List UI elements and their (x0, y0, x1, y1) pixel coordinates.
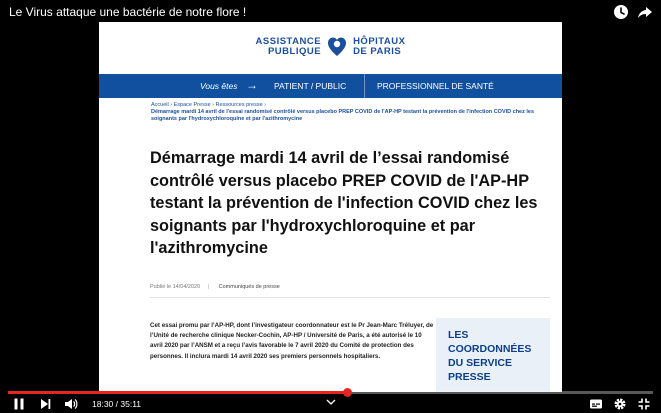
controls-left (12, 397, 141, 411)
breadcrumb-press-space[interactable]: Espace Presse (173, 102, 211, 108)
progress-bar[interactable] (8, 391, 653, 394)
fullscreen-exit-icon[interactable] (637, 397, 651, 411)
share-icon[interactable] (637, 4, 653, 20)
audience-navbar (99, 74, 562, 98)
player-controls (0, 388, 661, 413)
press-contacts-box[interactable] (436, 318, 550, 392)
time-display (92, 399, 141, 409)
progress-scrubber[interactable] (343, 388, 352, 397)
aphp-emblem-icon (327, 36, 347, 58)
publication-meta (150, 284, 280, 290)
subtitles-icon[interactable] (589, 397, 603, 411)
meta-separator: | (207, 284, 210, 290)
time-separator: / (113, 399, 121, 409)
breadcrumb (151, 102, 551, 123)
arrow-right-icon: → (246, 78, 258, 92)
breadcrumb-separator: › (264, 102, 266, 108)
aphp-logo (99, 22, 562, 72)
watch-later-icon[interactable] (613, 4, 629, 20)
breadcrumb-separator: › (170, 102, 174, 108)
video-title[interactable]: Le Virus attaque une bactérie de notre flore ! (9, 5, 247, 19)
logo-line: HÔPITAUX (353, 36, 406, 47)
breadcrumb-home[interactable]: Accueil (151, 102, 169, 108)
settings-gear-icon[interactable] (613, 397, 627, 411)
divider (150, 297, 550, 298)
volume-icon[interactable] (64, 397, 78, 411)
nav-patient-public[interactable]: PATIENT / PUBLIC (274, 81, 347, 91)
breadcrumb-current: Démarrage mardi 14 avril de l'essai randomisé contrôlé versus placebo PREP COVID de l'AP-HP testant la prévention de l'infection COVID chez les soignants par l'hydroxychloroquine et par l'azithromycine (151, 109, 535, 122)
logo-line: ASSISTANCE (255, 36, 322, 47)
logo-text-left (256, 37, 322, 57)
logo-text-right (353, 37, 405, 57)
progress-played (8, 391, 347, 394)
press-contacts-title: LES COORDONNÉES DU SERVICE PRESSE (448, 329, 532, 383)
video-frame-webpage (99, 22, 562, 392)
article-headline: Démarrage mardi 14 avril de l’essai randomisé contrôlé versus placebo PREP COVID de l'AP-HP testant la prévention de l'infection COVID chez les soignants par l'hydroxychloroquine et par l'azithromycine (150, 149, 538, 257)
logo-line: DE PARIS (353, 46, 402, 57)
breadcrumb-releases[interactable]: Ressources presse (215, 102, 263, 108)
controls-right (589, 397, 651, 411)
chevron-down-icon[interactable] (326, 398, 336, 406)
next-icon[interactable] (38, 397, 52, 411)
nav-vous-etes: Vous êtes (200, 81, 238, 91)
pause-icon[interactable] (12, 397, 26, 411)
nav-professionnel[interactable]: PROFESSIONNEL DE SANTÉ (377, 81, 494, 91)
article-intro: Cet essai promu par l’AP-HP, dont l’investigateur coordonnateur est le Pr Jean-Marc Tréluyer, de l’Unité de recherche clinique Necker-Cochin, AP-HP / Université de Paris, a été autorisé le 10 avril 2020 par l’ANSM et a reçu l’avis favorable le 7 avril 2020 du Comité de protection des personnes. Il inclura mardi 14 avril 2020 ses premiers personnels hospitaliers. (150, 322, 434, 360)
breadcrumb-separator: › (212, 102, 216, 108)
logo-line: PUBLIQUE (267, 46, 322, 57)
publication-date: Publié le 14/04/2020 (150, 284, 201, 290)
duration: 35:11 (120, 399, 142, 409)
nav-divider (364, 74, 365, 98)
current-time: 18:30 (92, 399, 114, 409)
publication-category[interactable]: Communiqués de presse (218, 284, 280, 290)
top-right-controls (613, 4, 653, 20)
